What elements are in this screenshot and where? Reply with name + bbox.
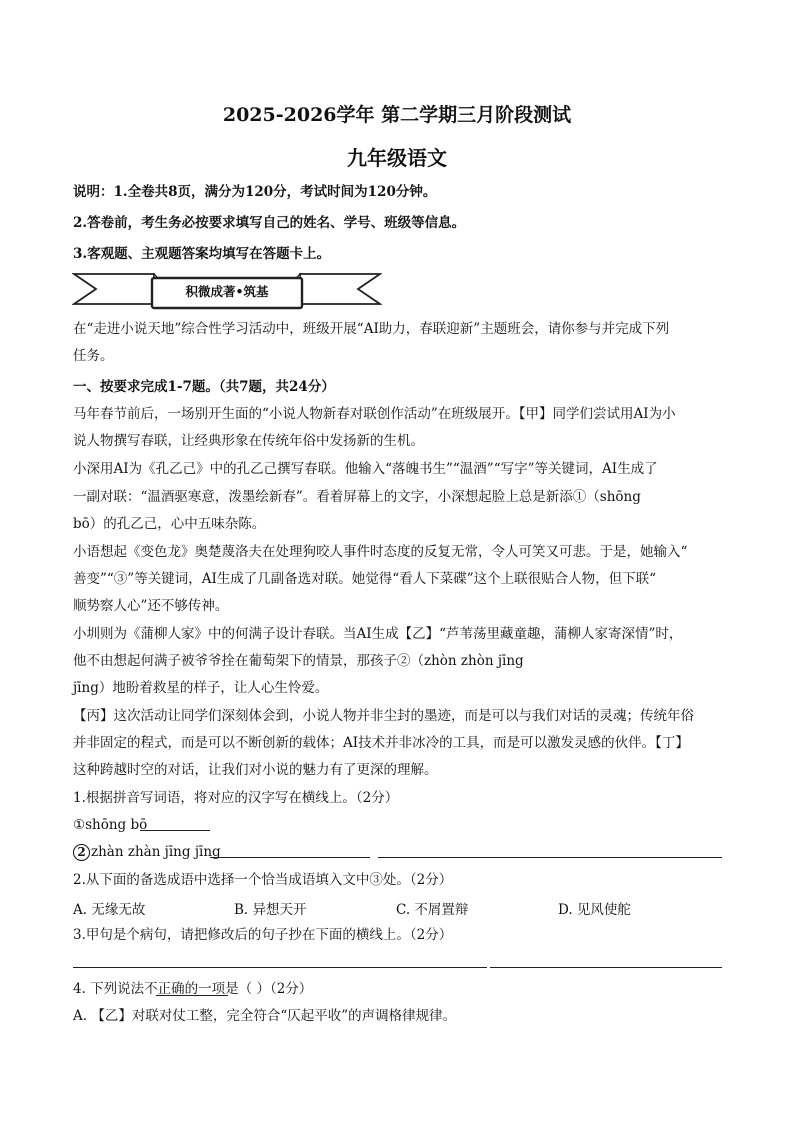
passage-line: 顺势察人心”还不够传神。	[73, 598, 229, 614]
passage-line: 小语想起《变色龙》奥楚蔑洛夫在处理狗咬人事件时态度的反复无常，令人可笑又可悲。于是，她输入“	[73, 544, 688, 560]
banner-label: 积微成著•筑基	[185, 284, 269, 299]
passage-line: jīng）地盼着救星的样子，让人心生怜爱。	[73, 680, 329, 696]
intro-line: 在“走进小说天地”综合性学习活动中，班级开展“AI助力，春联迎新”主题班会，请你参与并完成下列	[73, 321, 670, 337]
passage-line: 善变”“③”等关键词，AI生成了几副备选对联。她觉得“看人下菜碟”这个上联很贴合人物，但下联“	[73, 571, 656, 587]
question-2-option-c[interactable]: C. 不屑置辩	[396, 902, 469, 918]
answer-line[interactable]	[73, 967, 487, 968]
passage-line: 【丙】这次活动让同学们深刻体会到，小说人物并非尘封的墨迹，而是可以与我们对话的灵魂；传统年俗	[73, 708, 694, 724]
passage-line: 小圳则为《蒲柳人家》中的何满子设计春联。当AI生成【乙】“芦苇荡里藏童趣，蒲柳人家寄深情”时，	[73, 626, 683, 642]
answer-line[interactable]	[490, 967, 722, 968]
intro-line: 任务。	[73, 348, 114, 364]
passage-line: 小深用AI为《孔乙己》中的孔乙己撰写春联。他输入“落魄书生”“温酒”“写字”等关键词，AI生成了	[73, 461, 658, 477]
page-subtitle: 九年级语文	[347, 146, 447, 170]
question-4-option-a[interactable]: A. 【乙】对联对仗工整，完全符合“仄起平收”的声调格律规律。	[73, 1008, 457, 1024]
passage-line: bō）的孔乙己，心中五味杂陈。	[73, 516, 266, 532]
question-1-item-2-pinyin: zhàn zhàn jīng jīng	[91, 844, 221, 860]
circled-number: 2	[73, 844, 90, 861]
question-1-item-2	[73, 842, 221, 862]
instruction-line: 说明：1.全卷共8页，满分为120分，考试时间为120分钟。	[73, 184, 437, 200]
section-heading: 一、按要求完成1-7题。（共7题，共24分）	[73, 379, 335, 395]
emphasis-underline	[156, 995, 228, 996]
passage-line: 说人物撰写春联，让经典形象在传统年俗中发扬新的生机。	[73, 433, 424, 449]
question-2-option-b[interactable]: B. 异想天开	[234, 902, 307, 918]
answer-blank[interactable]	[140, 830, 210, 831]
question-2-option-a[interactable]: A. 无缘无故	[73, 902, 146, 918]
passage-line: 马年春节前后，一场别开生面的“小说人物新春对联创作活动”在班级展开。【甲】同学们尝试用AI为小	[73, 406, 676, 422]
instruction-line: 2.答卷前，考生务必按要求填写自己的姓名、学号、班级等信息。	[73, 215, 466, 231]
question-2-option-d[interactable]: D. 见风使舵	[558, 902, 631, 918]
instruction-line: 3.客观题、主观题答案均填写在答题卡上。	[73, 246, 331, 262]
passage-line: 这种跨越时空的对话，让我们对小说的魅力有了更深的理解。	[73, 762, 438, 778]
passage-line: 并非固定的程式，而是可以不断创新的载体；AI技术并非冰冷的工具，而是可以激发灵感的伙伴。【丁】	[73, 735, 689, 751]
page-title: 2025-2026学年 第二学期三月阶段测试	[222, 104, 572, 126]
question-4-text: 4. 下列说法不正确的一项是（ ）（2分）	[73, 981, 313, 997]
question-2-text: 2.从下面的备选成语中选择一个恰当成语填入文中③处。（2分）	[73, 872, 453, 888]
answer-blank[interactable]	[210, 857, 370, 858]
question-1-item-1: ①shōng bō	[73, 817, 148, 833]
passage-line: 一副对联：“温酒驱寒意，泼墨绘新春”。看着屏幕上的文字，小深想起脸上总是新添①（shōng	[73, 489, 641, 505]
passage-line: 他不由想起何满子被爷爷拴在葡萄架下的情景，那孩子②（zhòn zhòn jīng	[73, 653, 524, 669]
answer-line[interactable]	[378, 857, 722, 858]
question-1-text: 1.根据拼音写词语，将对应的汉字写在横线上。（2分）	[73, 790, 399, 806]
question-3-text: 3.甲句是个病句，请把修改后的句子抄在下面的横线上。（2分）	[73, 927, 453, 943]
